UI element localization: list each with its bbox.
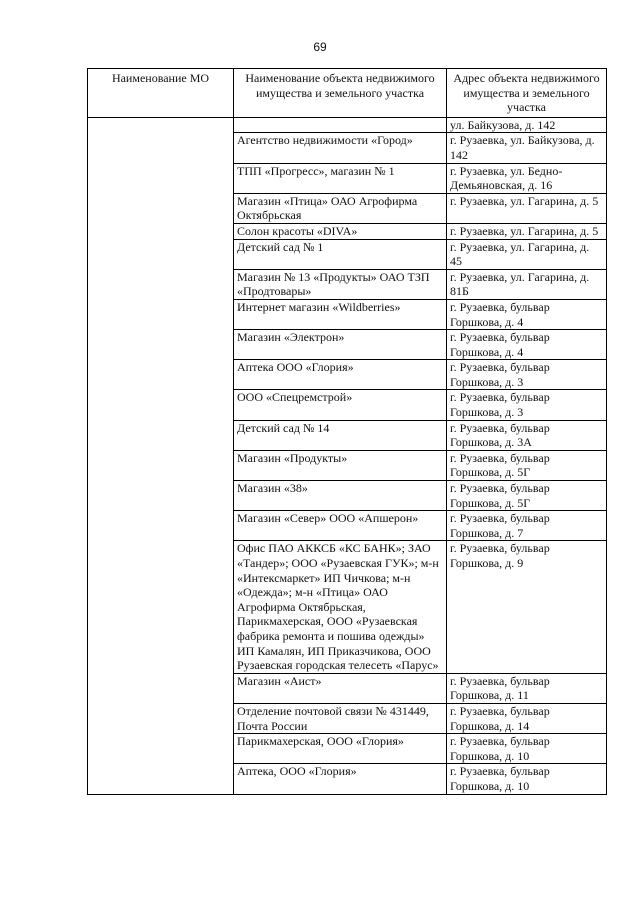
page-number: 69 [313, 40, 327, 54]
object-name-cell: Агентство недвижимости «Город» [234, 133, 447, 163]
object-name-cell: Магазин № 13 «Продукты» ОАО ТЗП «Продтовары» [234, 269, 447, 299]
object-name-cell: Детский сад № 1 [234, 239, 447, 269]
address-cell: г. Рузаевка, бульвар Горшкова, д. 11 [447, 673, 607, 703]
object-name-cell: ООО «Спецремстрой» [234, 390, 447, 420]
property-table [87, 68, 607, 795]
address-cell: г. Рузаевка, ул. Гагарина, д. 81Б [447, 269, 607, 299]
header-address: Адрес объекта недвижимого имущества и земельного участка [447, 69, 607, 118]
address-cell: г. Рузаевка, бульвар Горшкова, д. 3 [447, 390, 607, 420]
object-name-cell: Парикмахерская, ООО «Глория» [234, 734, 447, 764]
object-name-cell: Солон красоты «DIVA» [234, 223, 447, 239]
object-name-cell: Магазин «38» [234, 481, 447, 511]
address-cell: г. Рузаевка, ул. Гагарина, д. 5 [447, 223, 607, 239]
object-name-cell: Магазин «Электрон» [234, 330, 447, 360]
address-cell: г. Рузаевка, ул. Бедно-Демьяновская, д. 16 [447, 163, 607, 193]
address-cell: г. Рузаевка, бульвар Горшкова, д. 4 [447, 330, 607, 360]
table-row [88, 117, 607, 133]
object-name-cell: Детский сад № 14 [234, 420, 447, 450]
address-cell: г. Рузаевка, бульвар Горшкова, д. 10 [447, 734, 607, 764]
object-name-cell: Магазин «Продукты» [234, 450, 447, 480]
address-cell: г. Рузаевка, бульвар Горшкова, д. 9 [447, 541, 607, 673]
header-mo: Наименование МО [88, 69, 234, 118]
object-name-cell [234, 117, 447, 133]
address-cell: г. Рузаевка, бульвар Горшкова, д. 5Г [447, 481, 607, 511]
object-name-cell: Аптека ООО «Глория» [234, 360, 447, 390]
object-name-cell: Интернет магазин «Wildberries» [234, 299, 447, 329]
address-cell: г. Рузаевка, бульвар Горшкова, д. 5Г [447, 450, 607, 480]
object-name-cell: ТПП «Прогресс», магазин № 1 [234, 163, 447, 193]
object-name-cell: Магазин «Аист» [234, 673, 447, 703]
address-cell: г. Рузаевка, бульвар Горшкова, д. 4 [447, 299, 607, 329]
address-cell: г. Рузаевка, бульвар Горшкова, д. 10 [447, 764, 607, 794]
address-cell: г. Рузаевка, бульвар Горшкова, д. 14 [447, 703, 607, 733]
address-cell: г. Рузаевка, бульвар Горшкова, д. 3 [447, 360, 607, 390]
table-body [88, 117, 607, 794]
table-header-row [88, 69, 607, 118]
object-name-cell: Аптека, ООО «Глория» [234, 764, 447, 794]
object-name-cell: Отделение почтовой связи № 431449, Почта России [234, 703, 447, 733]
address-cell: г. Рузаевка, ул. Гагарина, д. 45 [447, 239, 607, 269]
object-name-cell: Офис ПАО АККСБ «КС БАНК»; ЗАО «Тандер»; ООО «Рузаевская ГУК»; м-н «Интексмаркет» ИП Чичкова; м-н «Одежда»; м-н «Птица» ОАО Агрофирма Октябрьская, Парикмахерская, ООО «Рузаевская фабрика ремонта и пошива одежды» ИП Камалян, ИП Приказчикова, ООО Рузаевская городская телесеть «Парус» [234, 541, 447, 673]
address-cell: г. Рузаевка, ул. Байкузова, д. 142 [447, 133, 607, 163]
address-cell: г. Рузаевка, бульвар Горшкова, д. 3А [447, 420, 607, 450]
mo-cell [88, 117, 234, 794]
address-cell: г. Рузаевка, бульвар Горшкова, д. 7 [447, 511, 607, 541]
object-name-cell: Магазин «Птица» ОАО Агрофирма Октябрьская [234, 193, 447, 223]
object-name-cell: Магазин «Север» ООО «Апшерон» [234, 511, 447, 541]
header-object-name: Наименование объекта недвижимого имущества и земельного участка [234, 69, 447, 118]
address-cell: ул. Байкузова, д. 142 [447, 117, 607, 133]
address-cell: г. Рузаевка, ул. Гагарина, д. 5 [447, 193, 607, 223]
